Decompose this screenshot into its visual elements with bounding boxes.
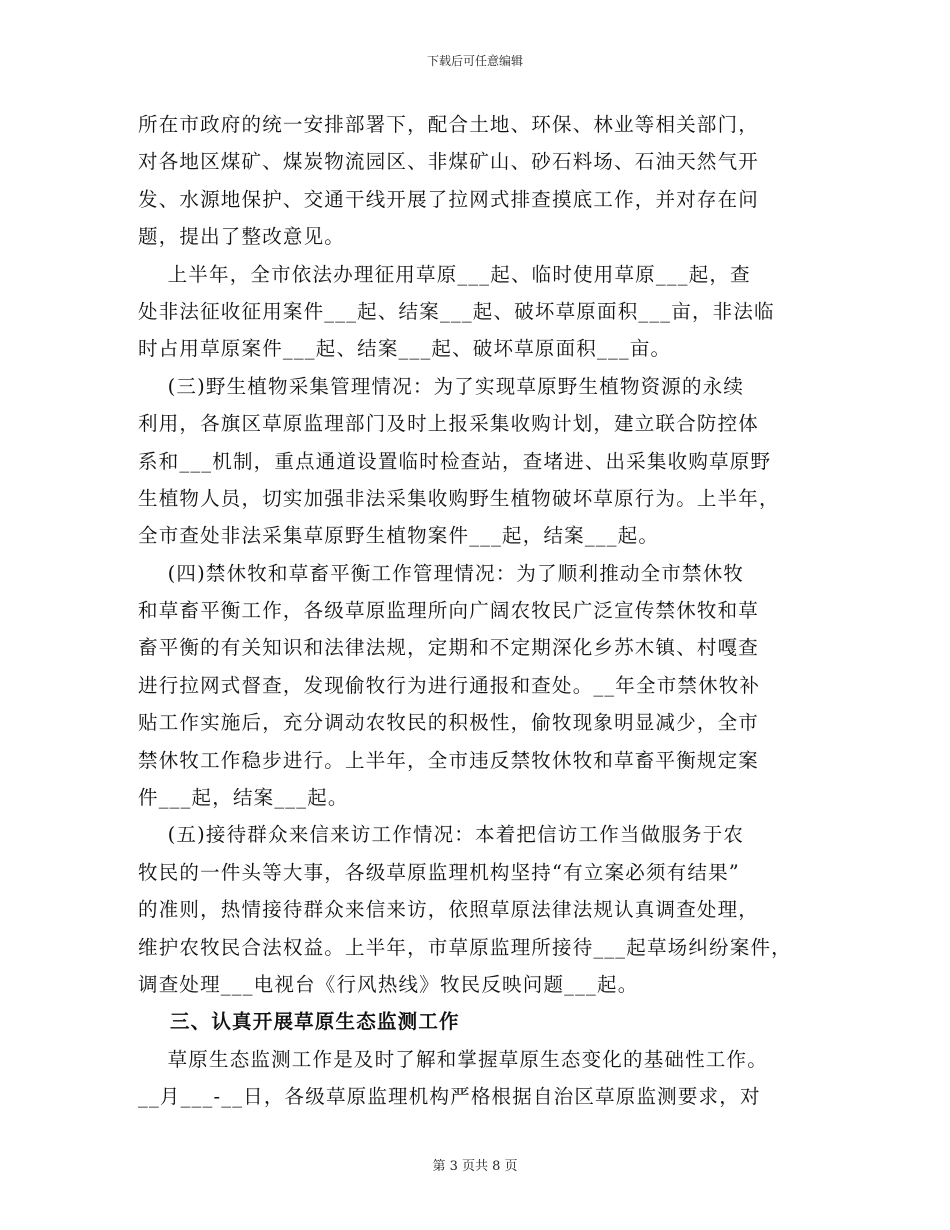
text-line: 调查处理___电视台《行风热线》牧民反映问题___起。 <box>138 972 639 996</box>
text-line: 贴工作实施后，充分调动农牧民的积极性，偷牧现象明显减少，全市 <box>138 711 760 735</box>
text-line: 所在市政府的统一安排部署下，配合土地、环保、林业等相关部门， <box>138 113 760 136</box>
text-line: 题，提出了整改意见。 <box>138 225 346 249</box>
text-line: 畜平衡的有关知识和法律法规，定期和不定期深化乡苏木镇、村嘎查 <box>138 636 760 660</box>
text-line: (五)接待群众来信来访工作情况：本着把信访工作当做服务于农 <box>138 823 745 847</box>
text-line: 进行拉网式督查，发现偷牧行为进行通报和查处。__年全市禁休牧补 <box>138 673 761 697</box>
text-line: 时占用草原案件___起、结案___起、破坏草原面积___亩。 <box>138 337 672 361</box>
text-line: 件___起，结案___起。 <box>138 786 349 810</box>
text-line: 上半年，全市依法办理征用草原___起、临时使用草原___起，查 <box>138 262 751 286</box>
page-header: 下载后可任意编辑 <box>426 54 523 68</box>
text-line: __月___-__日，各级草原监理机构严格根据自治区草原监测要求，对 <box>138 1085 761 1109</box>
text-line: (三)野生植物采集管理情况：为了实现草原野生植物资源的永续 <box>138 374 745 398</box>
text-line: 和草畜平衡工作，各级草原监理所向广阔农牧民广泛宣传禁休牧和草 <box>138 599 760 623</box>
text-line: 生植物人员，切实加强非法采集收购野生植物破坏草原行为。上半年， <box>138 486 780 510</box>
text-line: 发、水源地保护、交通干线开展了拉网式排查摸底工作，并对存在问 <box>138 187 760 211</box>
page-footer: 第 3 页共 8 页 <box>432 1159 518 1174</box>
text-line: 全市查处非法采集草原野生植物案件___起，结案___起。 <box>138 524 660 548</box>
text-line: 的准则，热情接待群众来信来访，依照草原法律法规认真调查处理， <box>138 898 760 922</box>
text-line: 利用，各旗区草原监理部门及时上报采集收购计划，建立联合防控体 <box>138 412 760 436</box>
text-line: 维护农牧民合法权益。上半年，市草原监理所接待___起草场纠纷案件， <box>138 935 792 959</box>
text-line: 系和___机制，重点通道设置临时检查站，查堵进、出采集收购草原野 <box>138 449 772 473</box>
text-line: 草原生态监测工作是及时了解和掌握草原生态变化的基础性工作。 <box>138 1047 768 1071</box>
document-body <box>138 106 818 1116</box>
text-line: 对各地区煤矿、煤炭物流园区、非煤矿山、砂石料场、石油天然气开 <box>138 150 760 174</box>
text-line: 处非法征收征用案件___起、结案___起、破坏草原面积___亩，非法临 <box>138 299 775 323</box>
text-line: (四)禁休牧和草畜平衡工作管理情况：为了顺利推动全市禁休牧 <box>138 561 745 585</box>
section-heading: 三、认真开展草原生态监测工作 <box>138 1010 460 1034</box>
text-line: 禁休牧工作稳步进行。上半年，全市违反禁牧休牧和草畜平衡规定案 <box>138 748 760 772</box>
text-line: 牧民的一件头等大事，各级草原监理机构坚持“有立案必须有结果” <box>138 860 740 884</box>
